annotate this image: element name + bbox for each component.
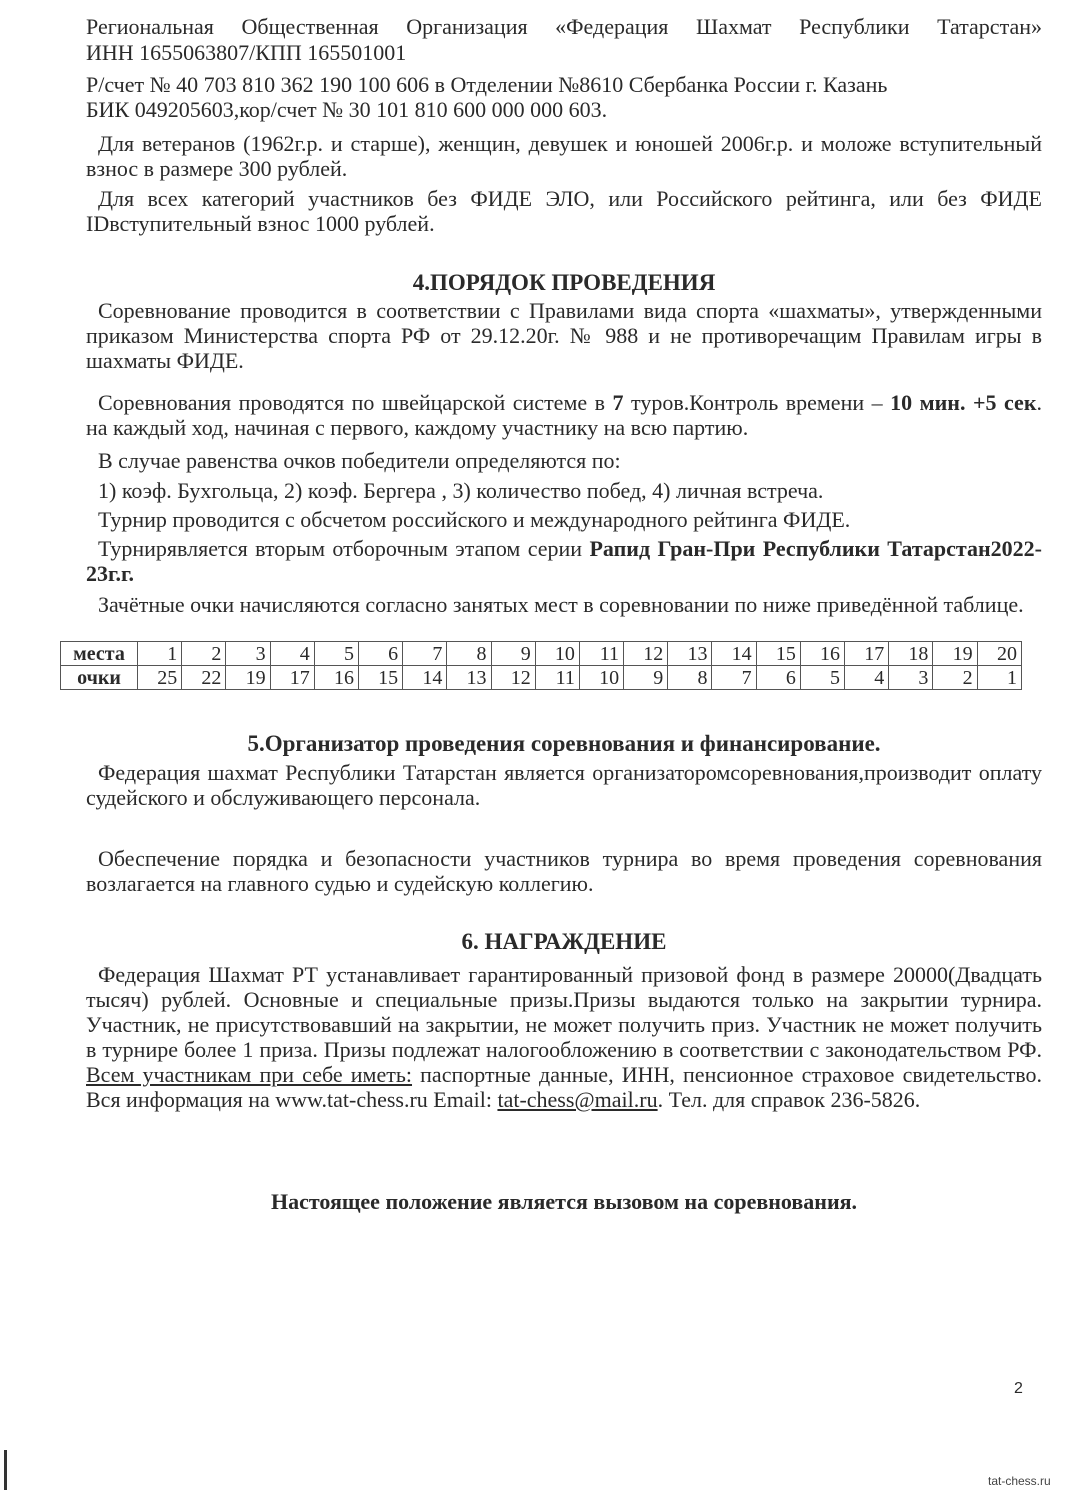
rounds-count: 7 <box>612 390 624 415</box>
points-cell: 7 <box>712 666 756 690</box>
section-5-security: Обеспечение порядка и безопасности участников турнира во время проведения соревнования возлагается на главного судью и судейскую коллегию. <box>86 846 1042 896</box>
bank-account: Р/счет № 40 703 810 362 190 100 606 в Отделении №8610 Сбербанка России г. Казань <box>86 72 888 97</box>
tiebreak-intro: В случае равенства очков победители определяются по: <box>98 448 621 473</box>
section-6-prizes <box>86 962 1042 1112</box>
place-cell: 11 <box>579 642 623 666</box>
system-text-c: . на каждый ход, начиная с первого, каждому участнику на всю партию. <box>86 390 1042 440</box>
place-cell: 14 <box>712 642 756 666</box>
bring-documents-note: Всем участникам при себе иметь: <box>86 1062 413 1087</box>
place-cell: 2 <box>182 642 226 666</box>
points-cell: 11 <box>535 666 579 690</box>
places-label: места <box>61 642 138 666</box>
place-cell: 17 <box>845 642 889 666</box>
places-row <box>61 642 1022 666</box>
place-cell: 20 <box>977 642 1021 666</box>
points-cell: 16 <box>314 666 358 690</box>
rating-note: Турнир проводится с обсчетом российского и международного рейтинга ФИДЕ. <box>98 507 851 532</box>
section-4-system <box>86 390 1042 440</box>
points-cell: 2 <box>933 666 977 690</box>
section-6-heading: 6. НАГРАЖДЕНИЕ <box>461 929 667 954</box>
email-link[interactable]: tat-chess@mail.ru <box>497 1087 658 1112</box>
points-note: Зачётные очки начисляются согласно занятых мест в соревновании по ниже приведённой таблице. <box>98 592 1024 617</box>
section-4-rules: Соревнование проводится в соответствии с Правилами вида спорта «шахматы», утвержденными приказом Министерства спорта РФ от 29.12.20г. № 988 и не противоречащим Правилам игры в шахматы ФИДЕ. <box>86 298 1042 373</box>
bik: БИК 049205603,кор/счет № 30 101 810 600 000 000 603. <box>86 97 608 122</box>
system-text-b: туров.Контроль времени – <box>623 390 891 415</box>
org-name: Региональная Общественная Организация «Федерация Шахмат Республики Татарстан» <box>86 14 1042 39</box>
points-cell: 14 <box>403 666 447 690</box>
points-cell: 12 <box>491 666 535 690</box>
time-control: 10 мин. +5 сек <box>890 390 1037 415</box>
series-note <box>86 536 1042 586</box>
place-cell: 6 <box>358 642 402 666</box>
points-cell: 17 <box>270 666 314 690</box>
closing-statement: Настоящее положение является вызовом на соревнования. <box>270 1189 858 1214</box>
scan-edge-mark <box>4 1450 7 1490</box>
points-cell: 1 <box>977 666 1021 690</box>
fee-veterans: Для ветеранов (1962г.р. и старше), женщин, девушек и юношей 2006г.р. и моложе вступительный взнос в размере 300 рублей. <box>86 131 1042 181</box>
place-cell: 15 <box>756 642 800 666</box>
place-cell: 12 <box>624 642 668 666</box>
series-text: Турнирявляется вторым отборочным этапом серии <box>98 536 590 561</box>
points-cell: 4 <box>845 666 889 690</box>
place-cell: 1 <box>138 642 182 666</box>
system-text-a: Соревнования проводятся по швейцарской системе в <box>98 390 613 415</box>
site-watermark: tat-chess.ru <box>988 1474 1051 1488</box>
place-cell: 7 <box>403 642 447 666</box>
tiebreak-list: 1) коэф. Бухгольца, 2) коэф. Бергера , 3) количество побед, 4) личная встреча. <box>98 478 824 503</box>
points-cell: 13 <box>447 666 491 690</box>
points-cell: 3 <box>889 666 933 690</box>
section-5-organizer: Федерация шахмат Республики Татарстан является организаторомсоревнования,производит оплату судейского и обслуживающего персонала. <box>86 760 1042 810</box>
points-cell: 10 <box>579 666 623 690</box>
section-5-heading: 5.Организатор проведения соревнования и финансирование. <box>247 731 881 756</box>
fee-no-rating: Для всех категорий участников без ФИДЕ ЭЛО, или Российского рейтинга, или без ФИДЕ IDвступительный взнос 1000 рублей. <box>86 186 1042 236</box>
place-cell: 19 <box>933 642 977 666</box>
place-cell: 8 <box>447 642 491 666</box>
points-cell: 19 <box>226 666 270 690</box>
points-cell: 15 <box>358 666 402 690</box>
points-label: очки <box>61 666 138 690</box>
points-cell: 22 <box>182 666 226 690</box>
points-cell: 9 <box>624 666 668 690</box>
series-name: Рапид Гран-При Республики Татарстан2022-23г.г. <box>86 536 1042 586</box>
place-cell: 16 <box>800 642 844 666</box>
place-cell: 5 <box>314 642 358 666</box>
place-cell: 9 <box>491 642 535 666</box>
inn-kpp: ИНН 1655063807/КПП 165501001 <box>86 40 407 65</box>
prizes-text-a: Федерация Шахмат РТ устанавливает гарантированный призовой фонд в размере 20000(Двадцать тысяч) рублей. Основные и специальные призы.Призы выдаются только на закрытии турнира. Участник, не присутствовавший на закрытии, не может получить приз. Участник не может получить в турнире более 1 приза. Призы подлежат налогообложению в соответствии с законодательством РФ. <box>86 962 1042 1062</box>
points-cell: 6 <box>756 666 800 690</box>
place-cell: 4 <box>270 642 314 666</box>
place-cell: 10 <box>535 642 579 666</box>
prizes-text-b: паспортные данные, ИНН, пенсионное страховое свидетельство. Вся информация на www.tat-chess.ru Email: <box>86 1062 1042 1112</box>
page-number: 2 <box>1014 1380 1023 1397</box>
points-cell: 5 <box>800 666 844 690</box>
points-row <box>61 666 1022 690</box>
points-table <box>60 641 1022 690</box>
section-4-heading: 4.ПОРЯДОК ПРОВЕДЕНИЯ <box>412 270 716 295</box>
place-cell: 13 <box>668 642 712 666</box>
points-cell: 8 <box>668 666 712 690</box>
place-cell: 3 <box>226 642 270 666</box>
prizes-text-c: . Тел. для справок 236-5826. <box>657 1087 921 1112</box>
points-cell: 25 <box>138 666 182 690</box>
place-cell: 18 <box>889 642 933 666</box>
